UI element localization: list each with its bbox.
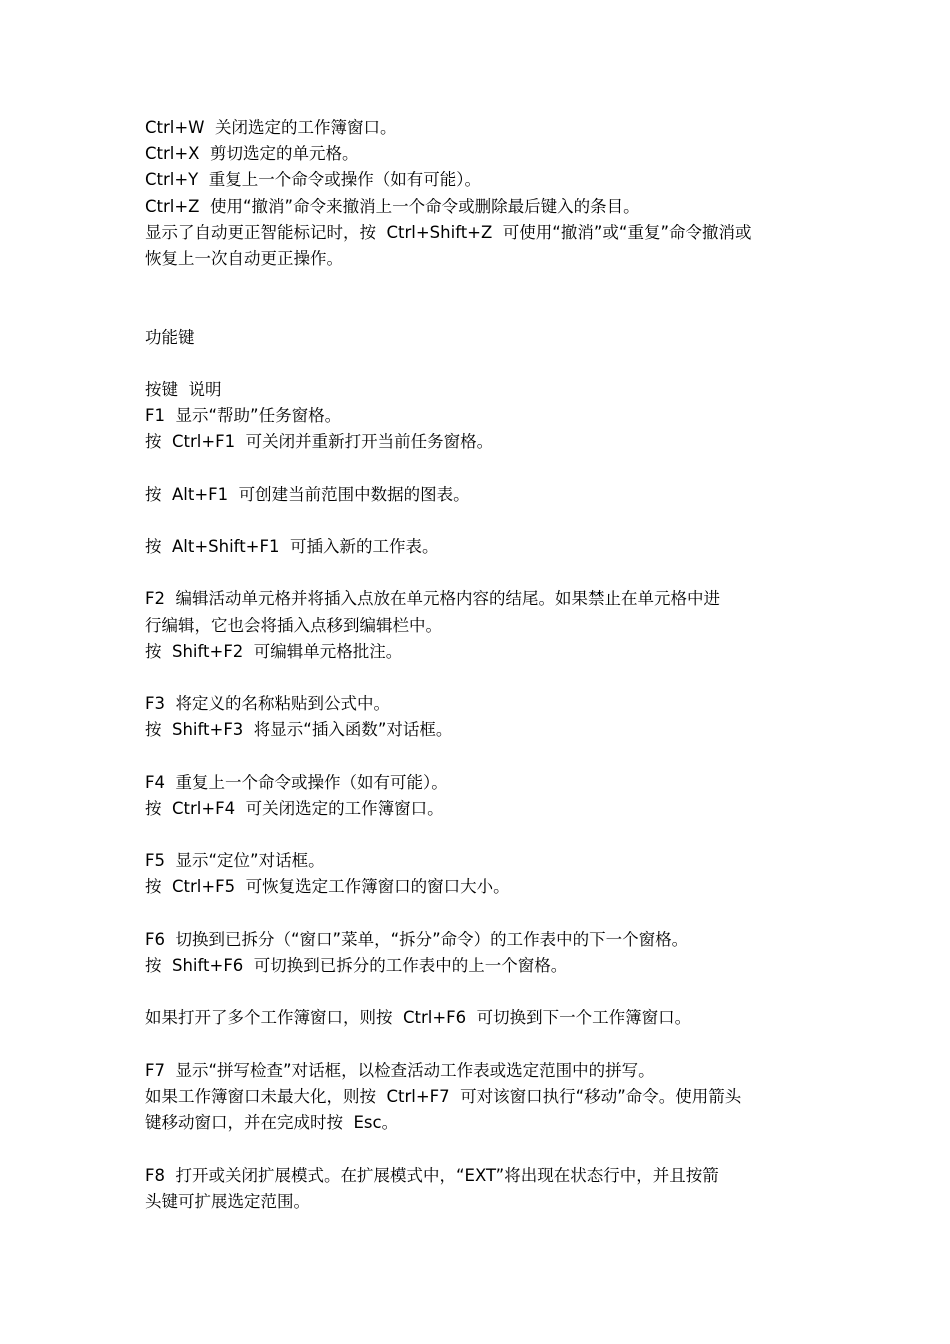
- text-line: 按 Ctrl+F4 可关闭选定的工作簿窗口。: [145, 798, 444, 818]
- text-line: 行编辑，它也会将插入点移到编辑栏中。: [145, 615, 442, 635]
- text-line: F2 编辑活动单元格并将插入点放在单元格内容的结尾。如果禁止在单元格中进: [145, 589, 720, 609]
- blank-line: [145, 744, 815, 770]
- text-line: Ctrl+Z 使用“撤消”命令来撤消上一个命令或删除最后键入的条目。: [145, 196, 640, 216]
- text-line: 键移动窗口，并在完成时按 Esc。: [145, 1113, 399, 1133]
- text-line: 恢复上一次自动更正操作。: [145, 248, 343, 268]
- text-line: F3 将定义的名称粘贴到公式中。: [145, 694, 390, 714]
- text-line: 按 Shift+F6 可切换到已拆分的工作表中的上一个窗格。: [145, 956, 568, 975]
- blank-line: [145, 901, 815, 927]
- blank-line: [145, 351, 815, 377]
- blank-line: [145, 455, 815, 481]
- text-line: F7 显示“拼写检查”对话框，以检查活动工作表或选定范围中的拼写。: [145, 1060, 655, 1080]
- blank-line: [145, 822, 815, 848]
- text-line: F4 重复上一个命令或操作（如有可能）。: [145, 772, 448, 792]
- text-line: 按 Alt+F1 可创建当前范围中数据的图表。: [145, 484, 470, 504]
- text-line: F1 显示“帮助”任务窗格。: [145, 406, 342, 426]
- document-body: [145, 115, 815, 1215]
- text-line: 头键可扩展选定范围。: [145, 1191, 310, 1211]
- blank-line: [145, 298, 815, 324]
- text-line: Ctrl+W 关闭选定的工作簿窗口。: [145, 118, 397, 137]
- blank-line: [145, 979, 815, 1005]
- text-line: Ctrl+X 剪切选定的单元格。: [145, 144, 359, 164]
- text-line: 显示了自动更正智能标记时，按 Ctrl+Shift+Z 可使用“撤消”或“重复”命令撤消或: [145, 222, 752, 242]
- blank-line: [145, 1032, 815, 1058]
- text-line: 如果打开了多个工作簿窗口，则按 Ctrl+F6 可切换到下一个工作簿窗口。: [145, 1008, 692, 1028]
- text-line: 按 Alt+Shift+F1 可插入新的工作表。: [145, 537, 439, 556]
- text-line: 按键 说明: [145, 379, 222, 399]
- text-line: 按 Shift+F2 可编辑单元格批注。: [145, 641, 403, 661]
- text-line: F8 打开或关闭扩展模式。在扩展模式中，“EXT”将出现在状态行中，并且按箭: [145, 1165, 719, 1185]
- text-line: 按 Ctrl+F5 可恢复选定工作簿窗口的窗口大小。: [145, 877, 510, 897]
- text-line: 按 Ctrl+F1 可关闭并重新打开当前任务窗格。: [145, 432, 494, 452]
- blank-line: [145, 560, 815, 586]
- text-line: 如果工作簿窗口未最大化，则按 Ctrl+F7 可对该窗口执行“移动”命令。使用箭头: [145, 1086, 742, 1106]
- text-line: Ctrl+Y 重复上一个命令或操作（如有可能）。: [145, 170, 482, 190]
- text-line: F5 显示“定位”对话框。: [145, 851, 325, 871]
- blank-line: [145, 272, 815, 298]
- text-line: 功能键: [145, 327, 195, 347]
- text-line: 按 Shift+F3 将显示“插入函数”对话框。: [145, 720, 453, 740]
- blank-line: [145, 1136, 815, 1162]
- blank-line: [145, 508, 815, 534]
- blank-line: [145, 665, 815, 691]
- text-line: F6 切换到已拆分（“窗口”菜单，“拆分”命令）的工作表中的下一个窗格。: [145, 929, 689, 949]
